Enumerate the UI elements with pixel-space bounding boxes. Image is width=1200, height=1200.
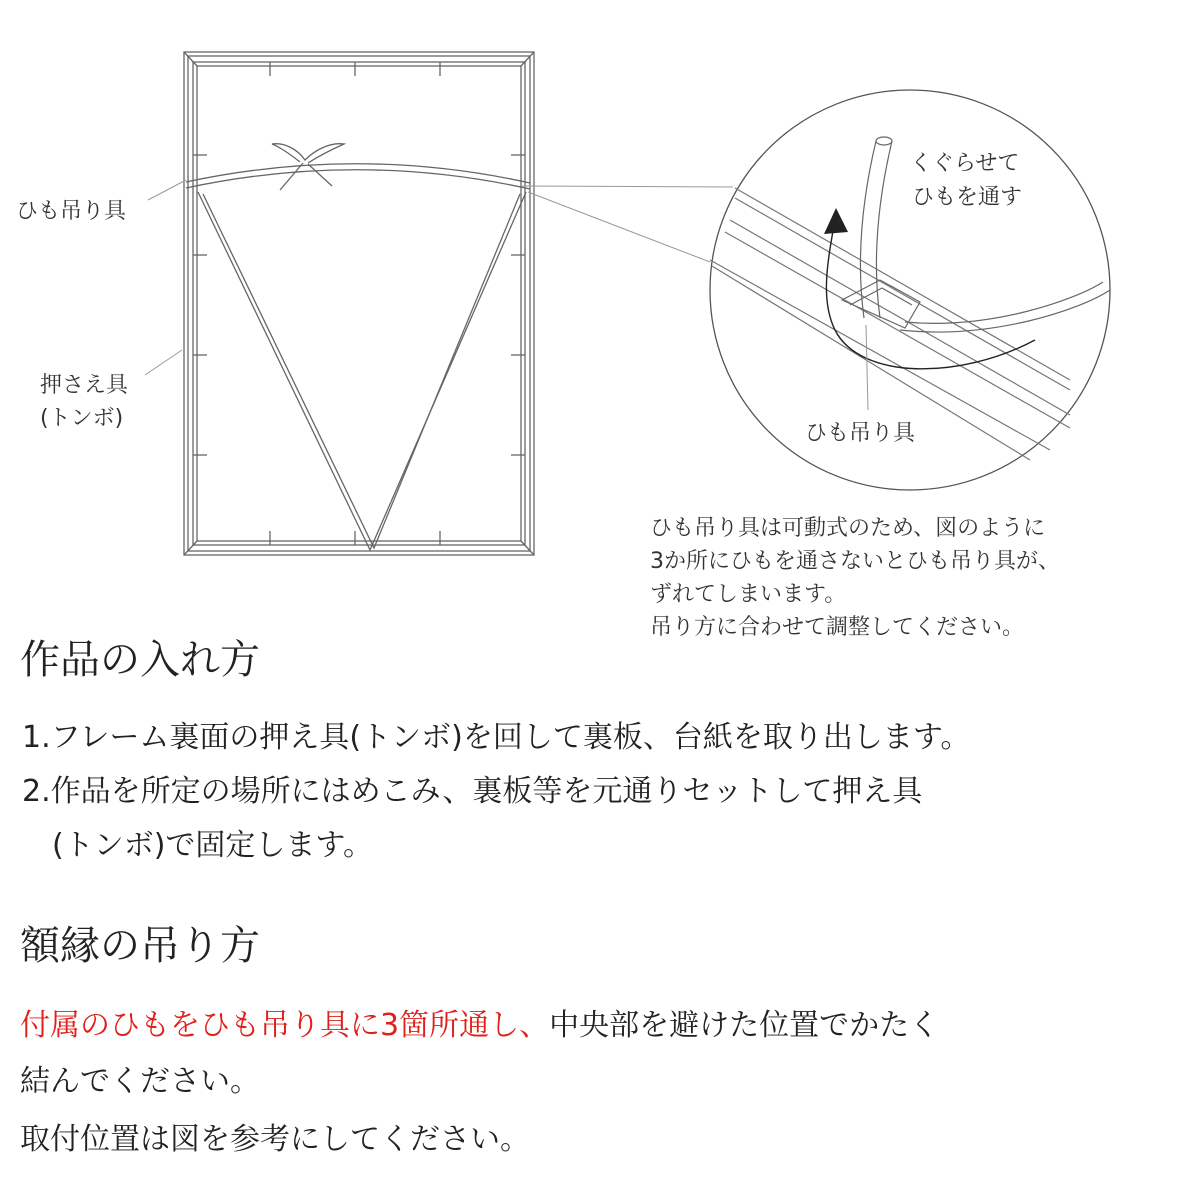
- step2-text-line2: (トンボ)で固定します。: [52, 828, 374, 863]
- picture-frame: [184, 52, 534, 555]
- hanging-instruction-line1: [20, 1006, 939, 1046]
- presser-label-line2: (トンボ): [40, 406, 124, 431]
- arrow-icon: [826, 225, 1035, 369]
- note-line: ひも吊り具は可動式のため、図のように: [650, 516, 1046, 541]
- arrowhead-icon: [824, 208, 848, 234]
- section1-heading: 作品の入れ方: [20, 637, 260, 683]
- hanger-detail-leader: [866, 325, 868, 410]
- mobility-note: [650, 512, 1060, 644]
- step2-text-line1: 2.作品を所定の場所にはめこみ、裏板等を元通りセットして押え具: [22, 774, 923, 809]
- note-line: 吊り方に合わせて調整してください。: [650, 615, 1025, 640]
- hanging-highlight: 付属のひもをひも吊り具に3箇所通し、: [20, 1008, 550, 1043]
- note-line: ずれてしまいます。: [650, 582, 847, 607]
- leader-lines: [145, 180, 733, 375]
- step1-text: 1.フレーム裏面の押え具(トンボ)を回して裏板、台紙を取り出します。: [22, 720, 971, 755]
- hanger-detail-label: ひも吊り具: [805, 421, 916, 446]
- hanging-instruction-line2: 結んでください。: [20, 1064, 260, 1099]
- note-line: 3か所にひもを通さないとひも吊り具が、: [650, 549, 1060, 574]
- detail-label-line2: ひもを通す: [912, 185, 1023, 210]
- hanger-label: ひも吊り具: [16, 199, 127, 224]
- presser-label-line1: 押さえ具: [40, 373, 129, 398]
- hanging-string: [186, 144, 530, 550]
- section2-heading: 額縁の吊り方: [20, 923, 260, 969]
- hanging-instruction-line3: 取付位置は図を参考にしてください。: [20, 1122, 530, 1157]
- hanging-text-rest: 中央部を避けた位置でかたく: [549, 1008, 940, 1043]
- detail-label-line1: くぐらせて: [910, 151, 1020, 176]
